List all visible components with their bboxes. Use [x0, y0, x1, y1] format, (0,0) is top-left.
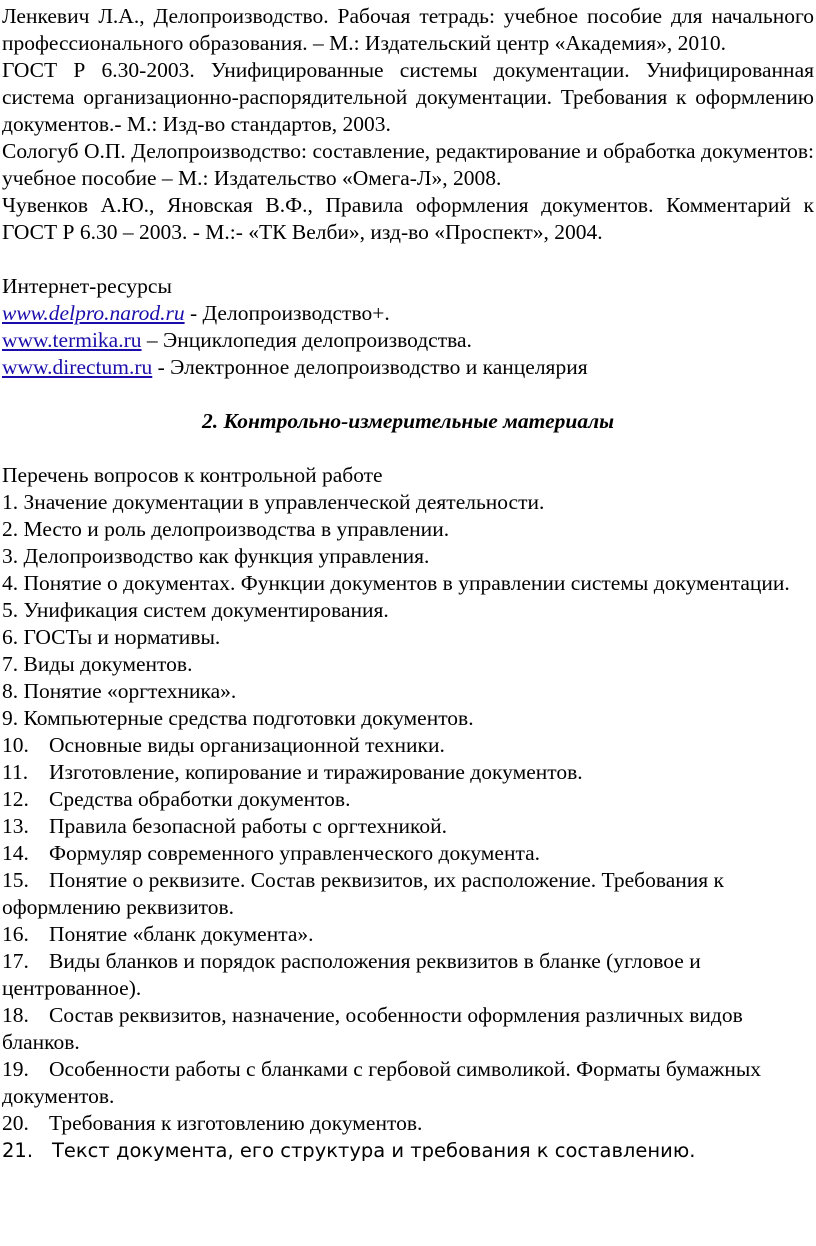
internet-link-row-2: [2, 327, 814, 354]
question-item-18: [2, 1002, 814, 1056]
question-number: 17.: [2, 949, 29, 973]
question-item: 2. Место и роль делопроизводства в управлении.: [2, 517, 450, 541]
question-item-14: [2, 840, 814, 867]
blank-line: [2, 381, 814, 408]
question-item-15: [2, 867, 814, 921]
question-number: 12.: [2, 787, 29, 811]
question-number: 15.: [2, 868, 29, 892]
question-number: 14.: [2, 841, 29, 865]
question-text: Состав реквизитов, назначение, особенности оформления различных видов бланков.: [2, 1003, 743, 1054]
question-text: Понятие «бланк документа».: [49, 922, 314, 946]
question-number: 16.: [2, 922, 29, 946]
question-text: Средства обработки документов.: [49, 787, 351, 811]
question-item: 4. Понятие о документах. Функции документов в управлении системы документации.: [2, 571, 790, 595]
reference-4: Чувенков А.Ю., Яновская В.Ф., Правила оформления документов. Комментарий к ГОСТ Р 6.30 – 2003. - М.:- «ТК Велби», изд-во «Проспект», 2004.: [2, 193, 814, 244]
question-text: Понятие о реквизите. Состав реквизитов, их расположение. Требования к оформлению реквизитов.: [2, 868, 724, 919]
reference-3: Сологуб О.П. Делопроизводство: составление, редактирование и обработка документов: учебное пособие – М.: Издательство «Омега-Л», 2008.: [2, 139, 814, 190]
delpro-description: - Делопроизводство+.: [184, 301, 390, 325]
question-text: Правила безопасной работы с оргтехникой.: [49, 814, 447, 838]
question-item-11: [2, 759, 814, 786]
question-item: 8. Понятие «оргтехника».: [2, 679, 237, 703]
questions-heading: Перечень вопросов к контрольной работе: [2, 463, 383, 487]
blank-line: [2, 435, 814, 462]
blank-line: [2, 246, 814, 273]
question-number: 20.: [2, 1111, 29, 1135]
question-item: 6. ГОСТы и нормативы.: [2, 625, 221, 649]
question-item: 5. Унификация систем документирования.: [2, 598, 389, 622]
question-item: 7. Виды документов.: [2, 652, 193, 676]
question-text: Требования к изготовлению документов.: [49, 1111, 423, 1135]
internet-resources-heading: Интернет-ресурсы: [2, 274, 172, 298]
question-number: 19.: [2, 1057, 29, 1081]
question-number: 21.: [2, 1139, 34, 1162]
question-item-17: [2, 948, 814, 1002]
question-text: Формуляр современного управленческого документа.: [49, 841, 541, 865]
question-item: 1. Значение документации в управленческой деятельности.: [2, 490, 545, 514]
question-number: 11.: [2, 760, 29, 784]
directum-link[interactable]: www.directum.ru: [2, 355, 153, 379]
reference-1: Ленкевич Л.А., Делопроизводство. Рабочая тетрадь: учебное пособие для начального профессионального образования. – М.: Издательский центр «Академия», 2010.: [2, 4, 814, 55]
question-text: Основные виды организационной техники.: [49, 733, 445, 757]
section-title: 2. Контрольно-измерительные материалы: [201, 409, 615, 433]
question-item: 3. Делопроизводство как функция управления.: [2, 544, 430, 568]
internet-link-row-3: [2, 354, 814, 381]
question-item-13: [2, 813, 814, 840]
delpro-link[interactable]: www.delpro.narod.ru: [2, 301, 185, 325]
question-item-20: [2, 1110, 814, 1137]
document-page: [2, 0, 814, 1164]
termika-description: – Энциклопедия делопроизводства.: [141, 328, 472, 352]
question-number: 13.: [2, 814, 29, 838]
question-item-19: [2, 1056, 814, 1110]
reference-2: ГОСТ Р 6.30-2003. Унифицированные системы документации. Унифицированная система организационно-распорядительной документации. Требования к оформлению документов.- М.: Изд-во стандартов, 2003.: [2, 58, 814, 136]
question-text: Особенности работы с бланками с гербовой символикой. Форматы бумажных документов.: [2, 1057, 762, 1108]
directum-description: - Электронное делопроизводство и канцелярия: [152, 355, 588, 379]
question-text: Виды бланков и порядок расположения реквизитов в бланке (угловое и центрованное).: [2, 949, 701, 1000]
question-item-10: [2, 732, 814, 759]
termika-link[interactable]: www.termika.ru: [2, 328, 142, 352]
question-text: Изготовление, копирование и тиражирование документов.: [49, 760, 583, 784]
question-item-12: [2, 786, 814, 813]
question-item-21: [2, 1137, 814, 1164]
question-text: Текст документа, его структура и требования к составлению.: [52, 1139, 696, 1162]
question-number: 10.: [2, 733, 29, 757]
question-item: 9. Компьютерные средства подготовки документов.: [2, 706, 474, 730]
internet-link-row-1: [2, 300, 814, 327]
question-item-16: [2, 921, 814, 948]
question-number: 18.: [2, 1003, 29, 1027]
